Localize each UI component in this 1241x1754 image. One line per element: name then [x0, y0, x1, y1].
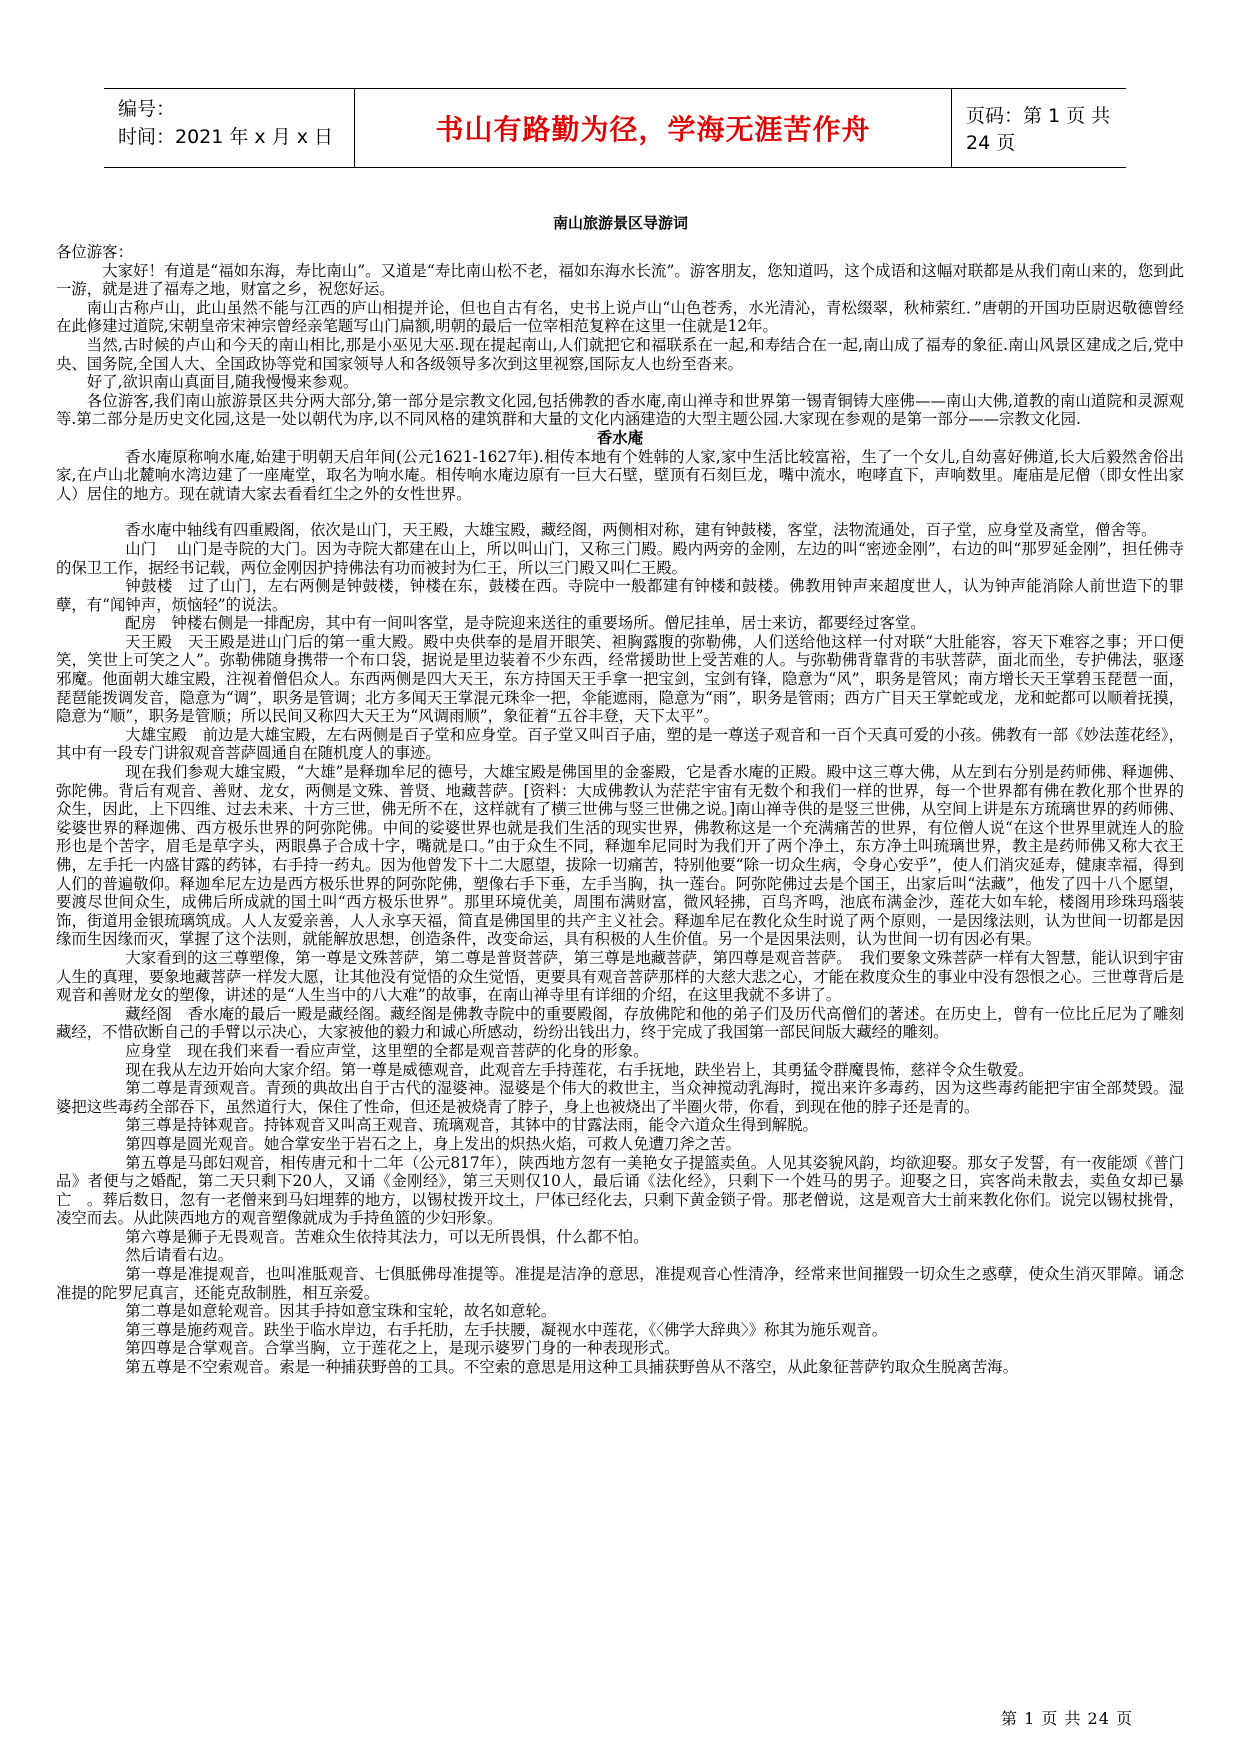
- paragraph: 配房 钟楼右侧是一排配房，其中有一间叫客堂，是寺院迎来送往的重要场所。僧尼挂单，居士来访，都要经过客堂。: [125, 614, 926, 633]
- paragraph: 当然,古时候的卢山和今天的南山相比,那是小巫见大巫.现在提起南山,人们就把它和福联系在一起,和寿结合在一起,南山成了福寿的象征.南山风景区建成之后,党中央、国务院,全国人大、全国政协等党和国家领导人和各级领导多次到这里视察,国际友人也纷至沓来。: [56, 335, 1184, 373]
- paragraph: 第二尊是如意轮观音。因其手持如意宝珠和宝轮，故名如意轮。: [125, 1302, 557, 1321]
- greeting: 各位游客：: [56, 243, 133, 261]
- paragraph: 山门 山门是寺院的大门。因为寺院大都建在山上，所以叫山门，又称三门殿。殿内两旁的金刚，左边的叫“密迹金刚”，右边的叫“那罗延金刚”，担任佛寺的保卫工作，据经书记载，两位金刚因护持佛法有功而被封为仁王，所以三门殿又叫仁王殿。: [56, 539, 1184, 577]
- header-motto-box: [354, 89, 952, 167]
- header-left: [118, 95, 333, 151]
- paragraph: 第四尊是合掌观音。合掌当胸，立于莲花之上，是现示婆罗门身的一种表现形式。: [125, 1339, 680, 1358]
- time-label: 时间：2021 年 x 月 x 日: [118, 126, 334, 148]
- paragraph: 现在我从左边开始向大家介绍。第一尊是威德观音，此观音左手持莲花，右手抚地，趺坐岩上，其勇猛令群魔畏怖，慈祥令众生敬爱。: [125, 1060, 1034, 1079]
- paragraph: 第三尊是持钵观音。持钵观音又叫高王观音、琉璃观音，其钵中的甘露法雨，能令六道众生得到解脱。: [125, 1116, 818, 1135]
- paragraph: 现在我们参观大雄宝殿，“大雄”是释珈牟尼的德号，大雄宝殿是佛国里的金銮殿，它是香水庵的正殿。殿中这三尊大佛，从左到右分别是药师佛、释迦佛、弥陀佛。背后有观音、善财、龙女，两侧是文殊、普贤、地藏菩萨。[资料：大成佛教认为茫茫宇宙有无数个和我们一样的世界，每一个世界都有佛在教化那个世界的众生，因此，上下四维、过去未来、十方三世，佛无所不在，这样就有了横三世佛与竖三世佛之说。]南山禅寺供的是竖三世佛，从空间上讲是东方琉璃世界的药师佛、娑婆世界的释迦佛、西方极乐世界的阿弥陀佛。中间的娑婆世界也就是我们生活的现实世界，佛教称这是一个充满痛苦的世界，有位僧人说“在这个世界里就连人的脸形也是个苦字，眉毛是草字头，两眼鼻子合成十字，嘴就是口。”由于众生不同，释迦牟尼同时为我们开了两个净土，东方净土叫琉璃世界，教主是药师佛又称大衣王佛，左手托一内盛甘露的药钵，右手持一药丸。因为他曾发下十二大愿望，拔除一切痛苦，特别他要“除一切众生病，令身心安乎”，使人们消灾延寿，健康幸福，得到人们的普遍敬仰。释迦牟尼左边是西方极乐世界的阿弥陀佛，塑像右手下垂，左手当胸，执一莲台。阿弥陀佛过去是个国王，出家后叫“法藏”，他发了四十八个愿望，要渡尽世间众生，成佛后所成就的国土叫“西方极乐世界”。那里环境优美，周围布满财富，微风轻拂，百鸟齐鸣，池底布满金沙，莲花大如车轮，楼阁用珍珠玛瑙装饰，街道用金银琉璃筑成。人人友爱亲善，人人永享天福，简直是佛国里的共产主义社会。释迦牟尼在教化众生时说了两个原则，一是因缘法则，认为世间一切都是因缘而生因缘而灭，掌握了这个法则，就能解放思想，创造条件，改变命运，具有积极的人生价值。另一个是因果法则，认为世间一切有因必有果。: [56, 763, 1184, 949]
- document-title: 南山旅游景区导游词: [552, 214, 688, 232]
- number-label: 编号：: [118, 98, 176, 120]
- document-body: [56, 243, 1184, 1377]
- paragraph: 第四尊是圆光观音。她合掌安坐于岩石之上，身上发出的炽热火焰，可救人免遭刀斧之苦。: [125, 1134, 741, 1153]
- motto-text: 书山有路勤为径，学海无涯苦作舟: [435, 113, 871, 146]
- paragraph: 第三尊是施药观音。趺坐于临水岸边，右手托肋，左手扶腰，凝视水中莲花，《〈佛学大辞典〉》称其为施乐观音。: [125, 1320, 888, 1339]
- paragraph: 第二尊是青颈观音。青颈的典故出自于古代的湿婆神。湿婆是个伟大的救世主，当众神搅动乳海时，搅出来许多毒药，因为这些毒药能把宇宙全部焚毁。湿婆把这些毒药全部吞下，虽然道行大，保住了性命，但还是被烧青了脖子，身上也被烧出了半圈火带，你看，到现在他的脖子还是青的。: [56, 1079, 1184, 1116]
- paragraph: 大家看到的这三尊塑像，第一尊是文殊菩萨，第二尊是普贤菩萨，第三尊是地藏菩萨，第四尊是观音菩萨。 我们要象文殊菩萨一样有大智慧，能认识到宇宙人生的真理，要象地藏菩萨一样发大愿，让其他没有觉悟的众生觉悟，更要具有观音菩萨那样的大慈大悲之心，才能在救度众生的事业中没有怨恨之心。三世尊背后是观音和善财龙女的塑像，讲述的是“人生当中的八大难”的故事，在南山禅寺里有详细的介绍，在这里我就不多讲了。: [56, 948, 1184, 1005]
- paragraph: 藏经阁 香水庵的最后一殿是藏经阁。藏经阁是佛教寺院中的重要殿阁，存放佛陀和他的弟子们及历代高僧们的著述。在历史上，曾有一位比丘尼为了雕刻藏经，不惜砍断自己的手臂以示决心，大家被他的毅力和诚心所感动，纷纷出钱出力，终于完成了我国第一部民间版大藏经的雕刻。: [56, 1004, 1184, 1042]
- paragraph: 香水庵原称响水庵,始建于明朝天启年间(公元1621-1627年).相传本地有个姓韩的人家,家中生活比较富裕，生了一个女儿,自幼喜好佛道,长大后毅然舍俗出家,在卢山北麓响水湾边建了一座庵堂，取名为响水庵。相传响水庵边原有一巨大石壁，壁顶有石刻巨龙，嘴中流水，咆哮直下，声响数里。庵庙是尼僧（即女性出家人）居住的地方。现在就请大家去看看红尘之外的女性世界。: [56, 447, 1184, 503]
- page-footer: 第 1 页 共 24 页: [1001, 1709, 1133, 1728]
- paragraph: 第一尊是准提观音，也叫准胝观音、七俱胝佛母准提等。准提是洁净的意思，准提观音心性清净，经常来世间摧毁一切众生之惑孽，使众生消灭罪障。诵念准提的陀罗尼真言，还能克敌制胜，相互亲爱。: [56, 1265, 1184, 1302]
- header-page-label: 页码：第 1 页 共 24 页: [966, 105, 1111, 154]
- paragraph: 然后请看右边。: [125, 1246, 234, 1265]
- paragraph: 天王殿 天王殿是进山门后的第一重大殿。殿中央供奉的是眉开眼笑、袒胸露腹的弥勒佛，人们送给他这样一付对联“大肚能容，容天下难容之事；开口便笑，笑世上可笑之人”。弥勒佛随身携带一个布口袋，据说是里边装着不少东西，经常援助世上受苦难的人。与弥勒佛背靠背的韦驮菩萨，面北而坐，专护佛法，驱逐邪魔。他面朝大雄宝殿，注视着僧侣众人。东西两侧是四大天王，东方持国天王手拿一把宝剑，宝剑有锋，隐意为“风”，职务是管风；南方增长天王掌碧玉琵琶一面，琵琶能拨调发音，隐意为“调”，职务是管调；北方多闻天王掌混元珠伞一把，伞能遮雨，隐意为“雨”，职务是管雨；西方广目天王掌蛇或龙，龙和蛇都可以顺着抚摸，隐意为“顺”，职务是管顺；所以民间又称四大天王为“风调雨顺”，象征着“五谷丰登，天下太平”。: [56, 632, 1184, 726]
- section-title: 香水庵: [596, 428, 644, 447]
- page-header: [104, 88, 1126, 168]
- paragraph: 大家好！有道是“福如东海，寿比南山”。又道是“寿比南山松不老，福如东海水长流”。游客朋友，您知道吗，这个成语和这幅对联都是从我们南山来的，您到此一游，就是进了福寿之地，财富之乡，祝您好运。: [56, 261, 1184, 299]
- paragraph: 钟鼓楼 过了山门，左右两侧是钟鼓楼，钟楼在东，鼓楼在西。寺院中一般都建有钟楼和鼓楼。佛教用钟声来超度世人，认为钟声能消除人前世造下的罪孽，有“闻钟声，烦恼轻”的说法。: [56, 577, 1184, 614]
- paragraph: 第五尊是马郎妇观音，相传唐元和十二年（公元817年），陕西地方忽有一美艳女子提篮卖鱼。人见其姿貌风韵，均欲迎娶。那女子发誓，有一夜能颂《普门品》者便与之婚配，第二天只剩下20人，又诵《金刚经》，第三天则仅10人，最后诵《法化经》，只剩下一个姓马的男子。迎娶之日，宾客尚未散去，卖鱼女却已暴亡 。葬后数日，忽有一老僧来到马妇埋葬的地方，以锡杖拨开坟土，尸体已经化去，只剩下黄金锁子骨。那老僧说，这是观音大士前来教化你们。说完以锡杖挑骨，凌空而去。从此陕西地方的观音塑像就成为手持鱼篮的少妇形象。: [56, 1153, 1184, 1228]
- paragraph: 第五尊是不空索观音。索是一种捕获野兽的工具。不空索的意思是用这种工具捕获野兽从不落空，从此象征菩萨钓取众生脱离苦海。: [125, 1358, 1018, 1377]
- paragraph: 各位游客,我们南山旅游景区共分两大部分,第一部分是宗教文化园,包括佛教的香水庵,南山禅寺和世界第一锡青铜铸大座佛——南山大佛,道教的南山道院和灵源观等.第二部分是历史文化园,这是一处以朝代为序,以不同风格的建筑群和大量的文化内涵建造的大型主题公园.大家现在参观的是第一部分——宗教文化园.: [56, 391, 1184, 429]
- paragraph: 南山古称卢山，此山虽然不能与江西的庐山相提并论，但也自古有名，史书上说卢山“山色苍秀，水光清沁，青松缀翠，秋柿萦红．”唐朝的开国功臣尉迟敬德曾经在此修建过道院,宋朝皇帝宋神宗曾经亲笔题写山门扁额,明朝的最后一位宰相范复粹在这里一住就是12年。: [56, 298, 1184, 336]
- paragraph: 大雄宝殿 前边是大雄宝殿，左右两侧是百子堂和应身堂。百子堂又叫百子庙，塑的是一尊送子观音和一百个天真可爱的小孩。佛教有一部《妙法莲花经》，其中有一段专门讲叙观音菩萨圆通自在随机度人的事迹。: [56, 725, 1184, 763]
- paragraph: 香水庵中轴线有四重殿阁，依次是山门，天王殿，大雄宝殿，藏经阁，两侧相对称，建有钟鼓楼，客堂，法物流通处，百子堂，应身堂及斋堂，僧舍等。: [125, 521, 1157, 540]
- paragraph: 第六尊是狮子无畏观音。苦难众生依持其法力，可以无所畏惧，什么都不怕。: [125, 1227, 649, 1246]
- paragraph: 好了,欲识南山真面目,随我慢慢来参观。: [86, 373, 359, 392]
- paragraph: 应身堂 现在我们来看一看应声堂，这里塑的全都是观音菩萨的化身的形象。: [125, 1041, 649, 1060]
